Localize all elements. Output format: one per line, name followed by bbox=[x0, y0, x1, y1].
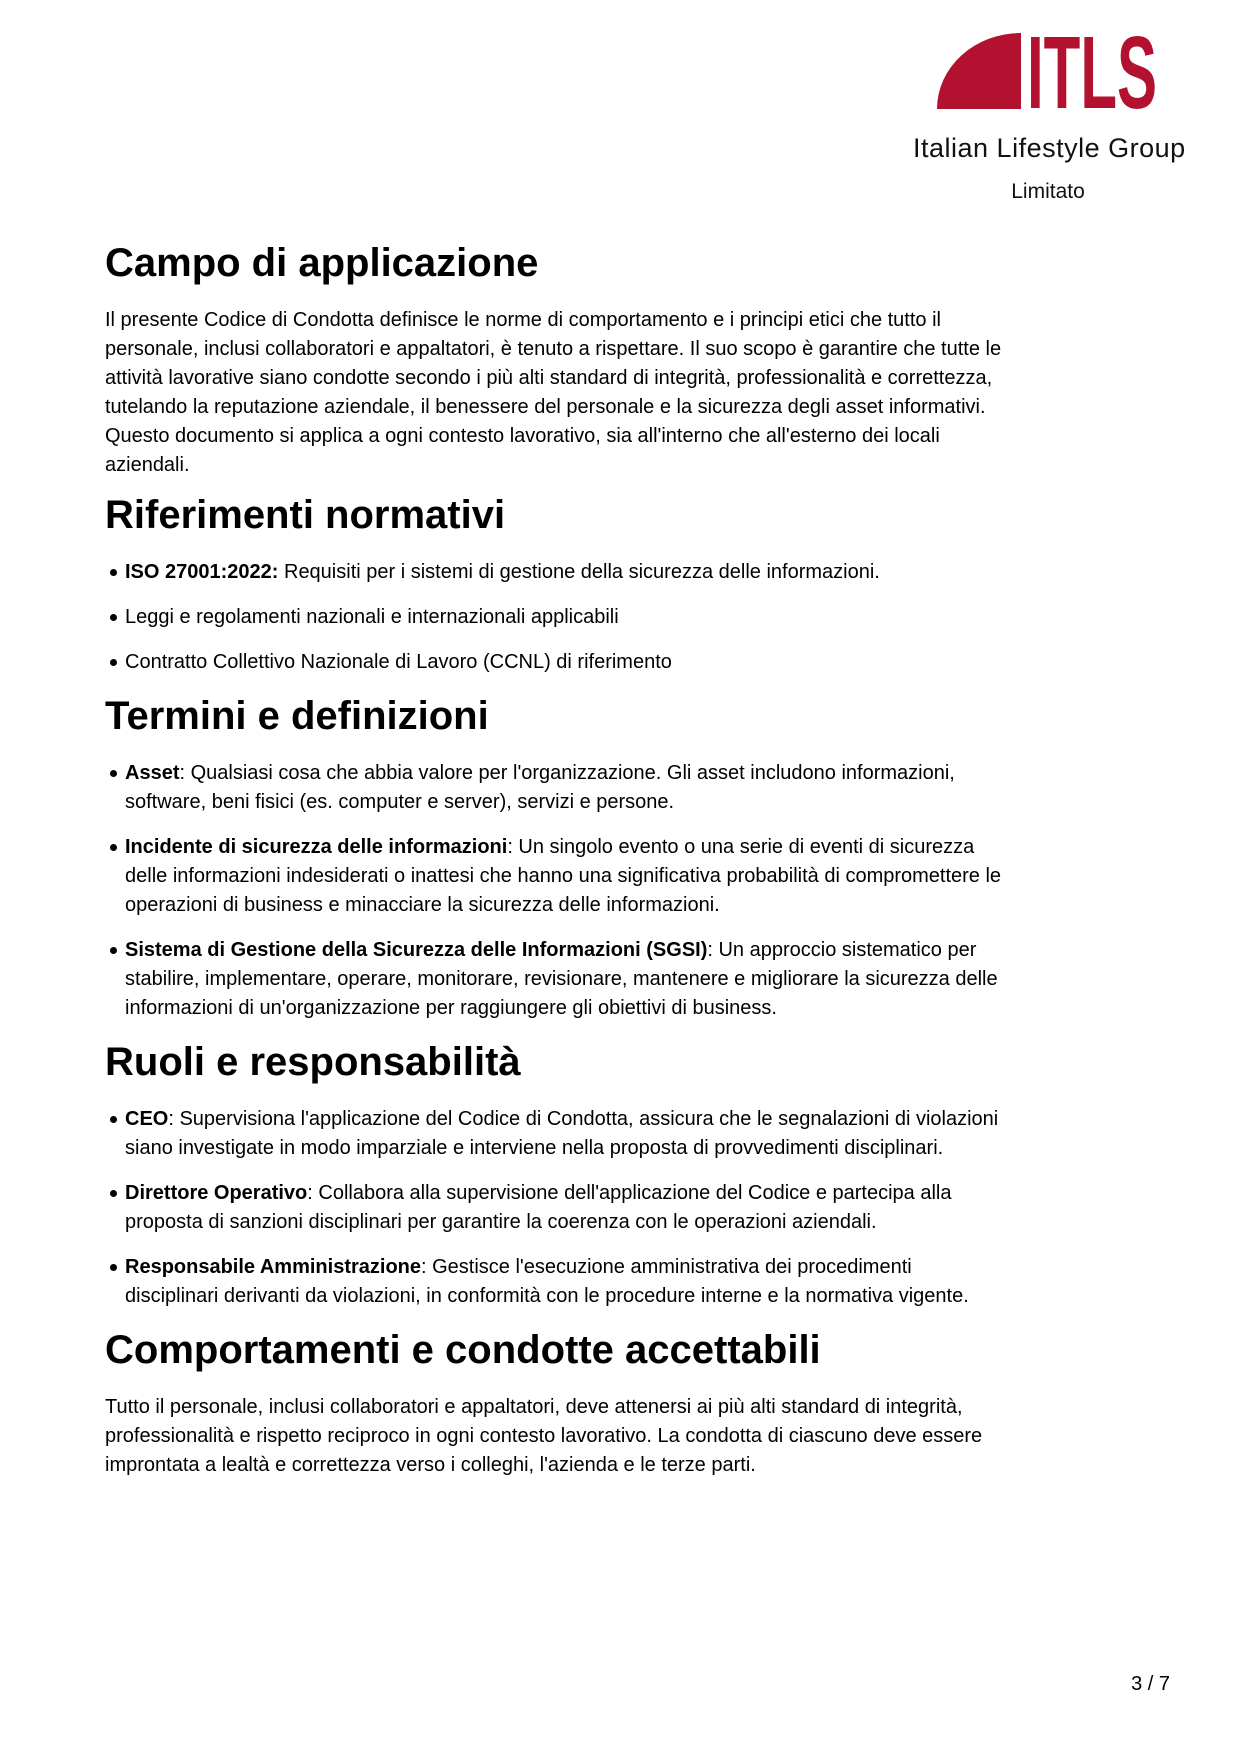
section-heading: Termini e definizioni bbox=[105, 694, 489, 738]
list-item-term: Direttore Operativo bbox=[125, 1182, 308, 1204]
paragraph: Tutto il personale, inclusi collaboratori e appaltatori, deve attenersi ai più alti standard di integrità, professionalità e rispetto reciproco in ogni contesto lavorativo. La condotta di ciascuno deve essere improntata a lealtà e correttezza verso i colleghi, l'azienda e le terze parti. bbox=[105, 1396, 983, 1476]
list-item-term: Sistema di Gestione della Sicurezza delle Informazioni (SGSI) bbox=[125, 939, 708, 961]
list-item: Incidente di sicurezza delle informazioni: Un singolo evento o una serie di eventi di sicurezza delle informazioni indesiderati o inattesi che hanno una significativa probabilità di compromettere le operazioni di business e minacciare la sicurezza delle informazioni. bbox=[105, 833, 1005, 920]
bullet-list bbox=[105, 759, 1005, 1023]
list-item: Leggi e regolamenti nazionali e internazionali applicabili bbox=[105, 603, 1005, 632]
list-item: Responsabile Amministrazione: Gestisce l'esecuzione amministrativa dei procedimenti disciplinari derivanti da violazioni, in conformità con le procedure interne e la normativa vigente. bbox=[105, 1253, 1005, 1311]
section-heading: Comportamenti e condotte accettabili bbox=[105, 1328, 821, 1372]
list-item: Contratto Collettivo Nazionale di Lavoro (CCNL) di riferimento bbox=[105, 648, 1005, 677]
bullet-list bbox=[105, 1105, 1005, 1311]
section-heading: Riferimenti normativi bbox=[105, 493, 506, 537]
list-item-term: Responsabile Amministrazione bbox=[125, 1256, 421, 1278]
bullet-list bbox=[105, 558, 1005, 677]
list-item: Direttore Operativo: Collabora alla supervisione dell'applicazione del Codice e partecipa alla proposta di sanzioni disciplinari per garantire la coerenza con le operazioni aziendali. bbox=[105, 1179, 1005, 1237]
company-name: Italian Lifestyle Group bbox=[913, 133, 1186, 163]
list-item-term: CEO bbox=[125, 1108, 169, 1130]
company-subtitle: Limitato bbox=[1011, 180, 1085, 203]
list-item: Asset: Qualsiasi cosa che abbia valore per l'organizzazione. Gli asset includono informazioni, software, beni fisici (es. computer e server), servizi e persone. bbox=[105, 759, 1005, 817]
list-item: Sistema di Gestione della Sicurezza delle Informazioni (SGSI): Un approccio sistematico per stabilire, implementare, operare, monitorare, revisionare, mantenere e migliorare la sicurezza delle informazioni di un'organizzazione per raggiungere gli obiettivi di business. bbox=[105, 936, 1005, 1023]
list-item-term: Incidente di sicurezza delle informazioni bbox=[125, 836, 508, 858]
paragraph: Il presente Codice di Condotta definisce le norme di comportamento e i principi etici che tutto il personale, inclusi collaboratori e appaltatori, è tenuto a rispettare. Il suo scopo è garantire che tutte le attività lavorative siano condotte secondo i più alti standard di integrità, professionalità e correttezza, tutelando la reputazione aziendale, il benessere del personale e la sicurezza degli asset informativi. Questo documento si applica a ogni contesto lavorativo, sia all'interno che all'esterno dei locali aziendali. bbox=[105, 309, 1002, 476]
section-heading: Ruoli e responsabilità bbox=[105, 1040, 521, 1084]
list-item-term: Asset bbox=[125, 762, 180, 784]
list-item: ISO 27001:2022: Requisiti per i sistemi di gestione della sicurezza delle informazioni. bbox=[105, 558, 1005, 587]
section-heading: Campo di applicazione bbox=[105, 241, 539, 285]
page-number: 3 / 7 bbox=[1131, 1673, 1170, 1695]
list-item: CEO: Supervisiona l'applicazione del Codice di Condotta, assicura che le segnalazioni di violazioni siano investigate in modo imparziale e interviene nella proposta di provvedimenti disciplinari. bbox=[105, 1105, 1005, 1163]
list-item-term: ISO 27001:2022: bbox=[125, 561, 279, 583]
logo-wordmark: ITLS bbox=[1027, 15, 1157, 130]
document-content bbox=[105, 0, 1005, 1480]
